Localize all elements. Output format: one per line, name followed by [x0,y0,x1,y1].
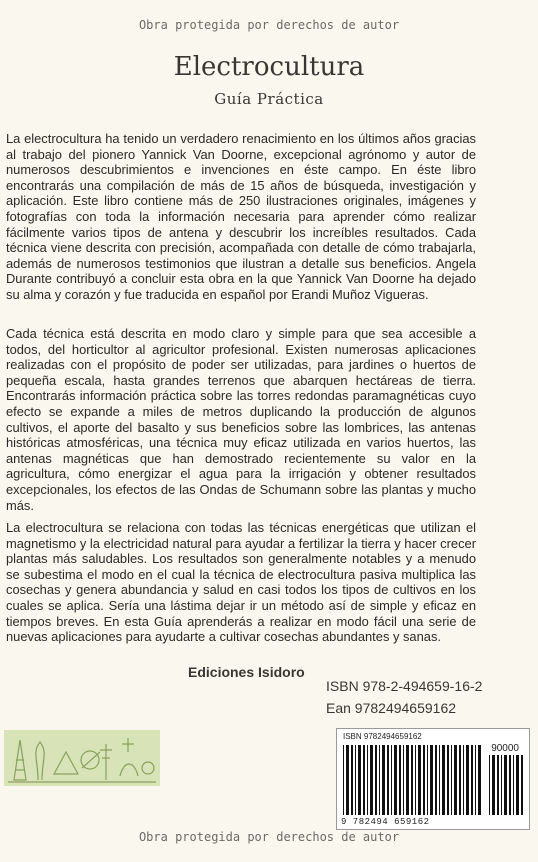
barcode-stripe [423,745,425,815]
barcode-stripe [466,745,469,815]
barcode-stripe [382,745,385,815]
book-title: Electrocultura [173,52,365,82]
barcode-stripe [391,745,392,815]
isbn-number: ISBN 978-2-494659-16-2 [326,678,483,694]
barcode [336,728,530,830]
barcode-stripe [358,745,361,815]
barcode-stripe [435,745,437,815]
barcode-stripe [394,745,397,815]
publisher-name: Ediciones Isidoro [188,664,305,680]
barcode-stripe [351,745,353,815]
barcode-stripe [513,755,514,815]
barcode-stripe [403,745,404,815]
barcode-stripe [411,745,413,815]
barcode-price-bars [489,755,523,815]
barcode-stripe [427,745,428,815]
book-subtitle: Guía Práctica [214,90,324,108]
barcode-stripe [399,745,401,815]
barcode-stripe [475,745,476,815]
barcode-stripe [387,745,389,815]
barcode-stripe [447,745,449,815]
barcode-stripe [509,755,511,815]
barcode-stripe [471,745,473,815]
barcode-price-code: 90000 [491,743,519,754]
barcode-stripe [478,745,481,815]
barcode-stripe [343,745,344,815]
barcode-stripe [521,755,523,815]
barcode-stripe [516,755,519,815]
barcode-bars [343,745,483,815]
barcode-stripe [451,745,452,815]
plant-sketch-icon [4,730,160,786]
barcode-stripe [370,745,373,815]
barcode-stripe [367,745,368,815]
barcode-stripe [430,745,433,815]
watermark-top: Obra protegida por derechos de autor [138,18,400,32]
barcode-stripe [497,755,499,815]
barcode-stripe [415,745,416,815]
description-paragraph-3: La electrocultura se relaciona con todas las técnicas energéticas que utilizan el magnetismo y la electricidad natural para ayudar a fertilizar la tierra y hacer crecer plantas más saludables. Los resultados son generalmente notables y a menudo se subestima el modo en el cual la técnica de electrocultura pasiva multiplica las cosechas y genera abundancia y salud en casi todos los tipos de cultivos en los cuales se aplica. Sería una lástima dejar ir un método así de simple y eficaz en tiempos breves. En esta Guía aprenderás a realizar en modo fácil una serie de nuevas aplicaciones para ayudarte a cultivar cosechas abundantes y sanas. [6,520,476,645]
barcode-stripe [379,745,380,815]
barcode-stripe [375,745,377,815]
barcode-stripe [406,745,409,815]
barcode-stripe [454,745,457,815]
barcode-stripe [355,745,356,815]
barcode-stripe [442,745,445,815]
barcode-stripe [463,745,464,815]
barcode-stripe [363,745,365,815]
barcode-stripe [492,755,495,815]
watermark-bottom: Obra protegida por derechos de autor [138,830,400,844]
barcode-isbn-label: ISBN 9782494659162 [343,732,422,741]
barcode-stripe [459,745,461,815]
barcode-stripe [489,755,490,815]
description-paragraph-2: Cada técnica está descrita en modo claro y simple para que sea accesible a todos, del horticultor al agricultor profesional. Existen numerosas aplicaciones realizadas con el propósito de poder ser utilizadas, para jardines o huertos de pequeña escala, hasta grandes terrenos que abarquen hectáreas de tierra. Encontrarás información práctica sobre las torres redondas paramagnéticas cuyo efecto se expande a miles de metros duplicando la producción de algunos cultivos, el aporte del basalto y sus beneficios sobre las lombrices, las antenas históricas atmosféricas, una técnica muy eficaz utilizada en varios huertos, las antenas magnéticas que han demostrado recientemente su valor en la agricultura, cómo energizar el agua para la irrigación y obtener resultados excepcionales, los efectos de las Ondas de Schumann sobre las plantas y mucho más. [6,326,476,513]
barcode-stripe [439,745,440,815]
barcode-stripe [418,745,421,815]
barcode-stripe [504,755,507,815]
description-paragraph-1: La electrocultura ha tenido un verdadero renacimiento en los últimos años gracias al trabajo del pionero Yannick Van Doorne, excepcional agrónomo y autor de numerosos descubrimientos e invenciones en éste campo. En éste libro encontrarás una compilación de más de 15 años de búsqueda, investigación y aplicación. Este libro contiene más de 250 ilustraciones originales, imágenes y fotografías con toda la información necesaria para aprender cómo realizar fácilmente varios tipos de antena y descubrir los increíbles resultados. Cada técnica viene descrita con precisión, acompañada con detalle de cómo trabajarla, además de numerosos testimonios que ilustran a detalle sus beneficios. Angela Durante contribuyó a concluir esta obra en la que Yannick Van Doorne ha dejado su alma y corazón y fue traducida en español por Erandi Muñoz Vigueras. [6,131,476,302]
barcode-stripe [501,755,502,815]
barcode-stripe [346,745,349,815]
barcode-digits: 9 782494 659162 [341,817,430,827]
ean-number: Ean 9782494659162 [326,700,457,716]
